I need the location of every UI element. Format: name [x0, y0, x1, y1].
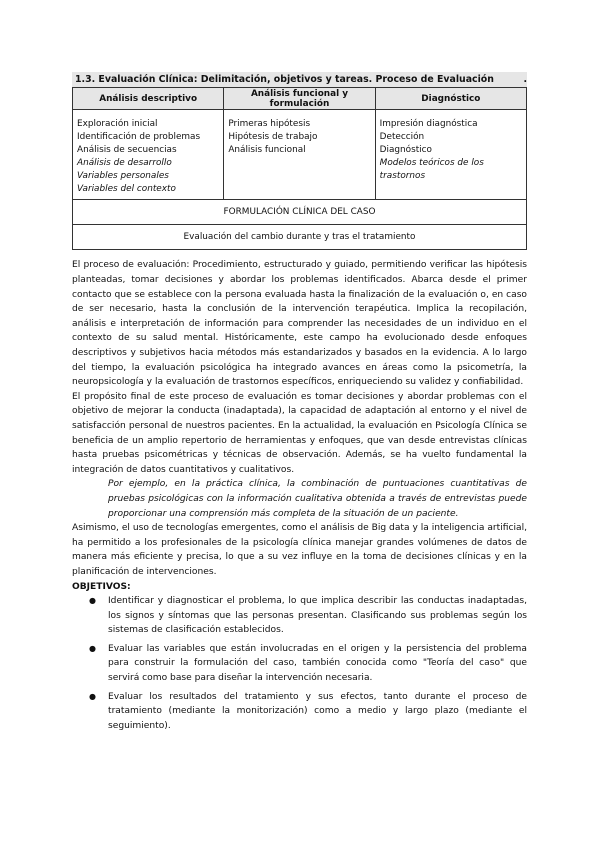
list-item [72, 594, 527, 638]
list-item: Análisis de secuencias [77, 144, 177, 155]
section-heading [72, 72, 527, 87]
list-item: Detección [379, 131, 425, 142]
list-item: Variables personales [77, 170, 169, 181]
evaluacion-cambio-cell: Evaluación del cambio durante y tras el tratamiento [73, 225, 527, 250]
objetivo-text: Evaluar las variables que están involucradas en el origen y la persistencia del problema para construir la formulación del caso, también conocida como "Teoría del caso" que servirá como base para diseñar la intervención necesaria. [108, 643, 527, 684]
list-item: Primeras hipótesis [228, 119, 311, 129]
section-title-dot: . [523, 74, 527, 85]
evaluation-table [72, 87, 527, 250]
list-item: Análisis de desarrollo [77, 157, 172, 168]
list-item [72, 642, 527, 686]
col-diagnostico [375, 110, 526, 200]
list-item: Modelos teóricos de los [379, 157, 484, 168]
list-item: Análisis funcional [228, 144, 306, 155]
objetivos-heading: OBJETIVOS: [72, 581, 131, 592]
objetivo-text: Evaluar los resultados del tratamiento y sus efectos, tanto durante el proceso de tratamiento (mediante la monitorización) como a medio y largo plazo (mediante el seguimiento). [108, 691, 527, 731]
document-page [72, 72, 527, 737]
bullet-icon: ● [89, 596, 96, 606]
header-analisis-descriptivo: Análisis descriptivo [73, 88, 224, 110]
table-content-row [73, 110, 527, 200]
paragraph-proposito: El propósito final de este proceso de evaluación es tomar decisiones y abordar problemas con el objetivo de mejorar la conducta (inadaptada), la capacidad de adaptación al entorno y el nivel de satisfacción personal de nuestros pacientes. En la actualidad, la evaluación en Psicología Clínica se beneficia de un amplio repertorio de herramientas y enfoques, que van desde entrevistas clínicas hasta pruebas psicométricas y técnicas de observación. Además, se ha vuelto fundamental la integración de datos cuantitativos y cualitativos. [72, 391, 527, 475]
list-item: trastornos [379, 170, 426, 181]
objetivos-list [72, 594, 527, 733]
list-item: Hipótesis de trabajo [228, 131, 318, 142]
example-quote: Por ejemplo, en la práctica clínica, la combinación de puntuaciones cuantitativas de pruebas psicológicas con la información cualitativa obtenida a través de entrevistas puede proporcionar una comprensión más completa de la situación de un paciente. [108, 479, 527, 519]
section-title-text: 1.3. Evaluación Clínica: Delimitación, objetivos y tareas. Proceso de Evaluación [75, 74, 494, 85]
list-item: Exploración inicial [77, 119, 158, 129]
list-item: Identificación de problemas [77, 131, 201, 142]
bullet-icon: ● [89, 643, 96, 653]
col-analisis-funcional [224, 110, 375, 200]
col-analisis-descriptivo [73, 110, 224, 200]
paragraph-tecnologias: Asimismo, el uso de tecnologías emergentes, como el análisis de Big data y la inteligencia artificial, ha permitido a los profesionales de la psicología clínica manejar grandes volúmenes de datos de manera más eficiente y precisa, lo que a su vez influye en la toma de decisiones clínicas y en la planificación de intervenciones. [72, 523, 527, 577]
body-text [72, 258, 527, 733]
list-item [72, 690, 527, 734]
objetivo-text: Identificar y diagnosticar el problema, lo que implica describir las conductas inadaptadas, los signos y síntomas que las personas presentan. Clasificando sus problemas según los sistemas de clasificación establecidos. [108, 596, 527, 636]
bullet-icon: ● [89, 691, 96, 701]
paragraph-proceso: El proceso de evaluación: Procedimiento, estructurado y guiado, permitiendo verificar las hipótesis planteadas, tomar decisiones y abordar los problemas identificados. Abarca desde el primer contacto que se establece con la persona evaluada hasta la finalización de la evaluación o, en caso de ser necesario, hasta la conclusión de la intervención terapéutica. Implica la recopilación, análisis e interpretación de información para comprender las necesidades de un individuo en el contexto de su salud mental. Históricamente, este campo ha evolucionado desde enfoques descriptivos y subjetivos hacia métodos más estandarizados y basados en la evidencia. A lo largo del tiempo, la evaluación psicológica ha integrado avances en áreas como la psicometría, la neuropsicología y la evaluación de trastornos específicos, enriqueciendo su validez y confiabilidad. [72, 260, 527, 388]
formulacion-clinica-cell: FORMULACIÓN CLÍNICA DEL CASO [73, 200, 527, 225]
list-item: Variables del contexto [77, 183, 176, 194]
list-item: Diagnóstico [379, 144, 432, 155]
header-analisis-funcional: Análisis funcional y formulación [224, 88, 375, 110]
list-item: Impresión diagnóstica [379, 119, 478, 129]
table-row-evaluacion [73, 225, 527, 250]
header-diagnostico: Diagnóstico [375, 88, 526, 110]
table-row-formulacion [73, 200, 527, 225]
table-header-row [73, 88, 527, 110]
